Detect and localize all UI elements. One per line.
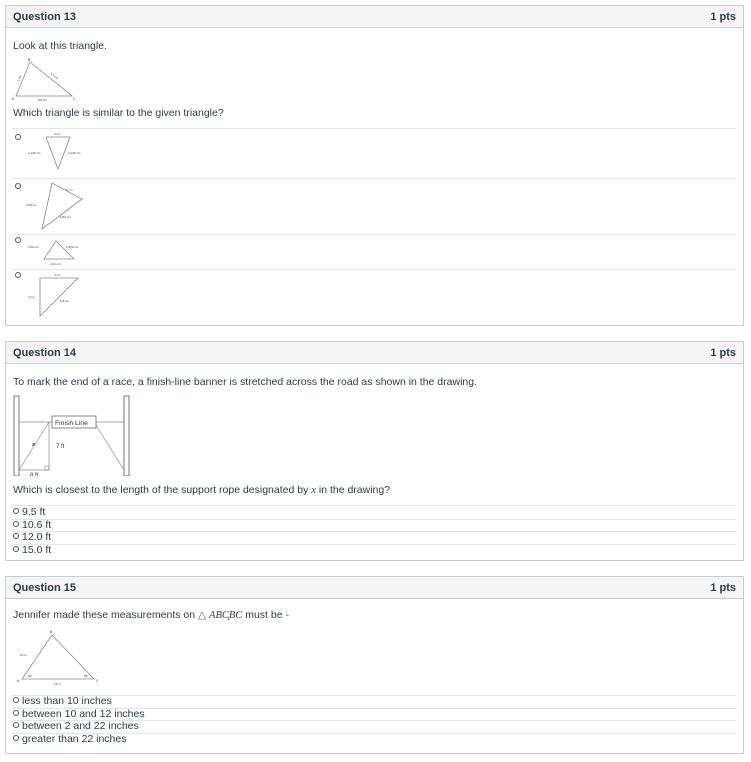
prompt-text-part: must be - [245, 609, 289, 621]
side-label-ab: 10 in [20, 653, 27, 657]
option-triangle-figure [22, 129, 102, 177]
prompt-text-part: Jennifer made these measurements on [13, 609, 196, 621]
answer-option-4[interactable] [12, 270, 732, 320]
question-14-header [6, 342, 743, 364]
question-points: 1 pts [710, 346, 736, 359]
question-13-card [5, 5, 744, 326]
option-label: 12.0 ft [22, 531, 52, 543]
vertex-label-b: B [50, 630, 53, 634]
divider [12, 544, 737, 545]
option-label: less than 10 inches [22, 695, 112, 707]
question-text [13, 484, 390, 496]
question-15-card [5, 576, 744, 754]
side-label: 4.125 cm [28, 151, 41, 155]
base-label: 8 ft [30, 473, 39, 476]
answer-option-2[interactable] [13, 708, 145, 720]
side-label: 4.125 cm [68, 151, 81, 155]
radio-button[interactable] [15, 183, 21, 189]
side-label: 6 cm [66, 188, 73, 192]
radio-button[interactable] [15, 272, 21, 278]
side-label: 4 cm [28, 295, 35, 299]
question-title: Question 13 [13, 10, 76, 23]
question-13-header [6, 6, 743, 28]
question-15-header [6, 577, 743, 599]
right-angle-mark [45, 466, 49, 470]
question-points: 1 pts [710, 581, 736, 594]
side-label: 6 cm [54, 273, 61, 277]
radio-button[interactable] [13, 546, 19, 552]
divider [12, 531, 737, 532]
given-triangle [16, 62, 72, 96]
question-text-part: Which is closest to the length of the support rope designated by [13, 484, 309, 496]
radio-button[interactable] [13, 735, 19, 741]
divider [12, 695, 737, 696]
vertex-label-a: A [12, 97, 15, 101]
left-pole [14, 396, 19, 476]
side-label-ab: 3 cm [16, 74, 23, 83]
angle-label-c: 50° [84, 674, 89, 678]
divider [12, 519, 737, 520]
side-label-ac: 12 in [54, 682, 61, 686]
side-label: 1.820 cm [66, 245, 79, 249]
answer-option-1[interactable] [13, 506, 45, 518]
question-text-part: in the drawing? [318, 484, 391, 496]
side-label-ac: 5.5 cm [38, 98, 48, 102]
radio-button[interactable] [13, 508, 19, 514]
vertex-label-c: C [96, 679, 99, 683]
side-label-bc: 3.5 cm [49, 71, 59, 81]
answer-option-1[interactable] [13, 695, 112, 707]
answer-option-2[interactable] [13, 519, 51, 531]
radio-button[interactable] [13, 533, 19, 539]
height-label: 7 ft [56, 444, 65, 450]
answer-option-1[interactable] [12, 129, 732, 177]
option-label: between 2 and 22 inches [22, 720, 139, 732]
answer-option-2[interactable] [12, 179, 732, 233]
angle-label-a: 60° [28, 674, 33, 678]
answer-option-4[interactable] [13, 733, 127, 745]
option-label: greater than 22 inches [22, 733, 127, 745]
vertex-label-c: C [73, 97, 76, 101]
option-triangle-figure [22, 235, 102, 268]
question-points: 1 pts [710, 10, 736, 23]
banner-label: Finish Line [55, 420, 88, 427]
option-label: between 10 and 12 inches [22, 708, 145, 720]
option-label: 9.5 ft [22, 506, 46, 518]
side-label: 5.5 cm [60, 299, 70, 303]
side-label: 3 cm [54, 132, 61, 136]
rope-label: x [32, 442, 36, 448]
math-expression: ABC̨BC [209, 610, 243, 621]
option-triangle-figure [22, 179, 102, 233]
option-label: 10.6 ft [22, 519, 52, 531]
right-rope [94, 422, 124, 470]
vertex-label-b: B [28, 58, 31, 62]
radio-button[interactable] [13, 521, 19, 527]
variable-x: x [311, 485, 316, 496]
radio-button[interactable] [13, 710, 19, 716]
side-label: 3.41 cm [50, 262, 61, 266]
side-label: 2.06 cm [28, 245, 39, 249]
radio-button[interactable] [15, 134, 21, 140]
right-pole [124, 396, 129, 476]
answer-option-3[interactable] [13, 720, 139, 732]
answer-option-3[interactable] [12, 235, 732, 268]
triangle-abc [22, 635, 94, 679]
given-triangle-figure [12, 56, 82, 102]
question-14-card [5, 341, 744, 561]
vertex-label-a: A [17, 679, 20, 683]
side-label: 3.60 cm [26, 203, 37, 207]
radio-button[interactable] [13, 722, 19, 728]
question-prompt: Look at this triangle. [13, 40, 107, 52]
answer-option-3[interactable] [13, 531, 51, 543]
triangle-symbol: △ [198, 609, 207, 621]
question-title: Question 15 [13, 581, 76, 594]
option-triangle-figure [22, 270, 102, 320]
radio-button[interactable] [15, 237, 21, 243]
radio-button[interactable] [13, 697, 19, 703]
option-label: 15.0 ft [22, 544, 52, 556]
question-title: Question 14 [13, 346, 76, 359]
side-label: 6.83 cm [60, 215, 71, 219]
finish-line-figure [12, 394, 138, 476]
triangle-abc-figure [14, 629, 104, 687]
question-text: Which triangle is similar to the given triangle? [13, 107, 224, 119]
question-prompt [13, 609, 289, 621]
divider [12, 505, 737, 506]
answer-option-4[interactable] [13, 544, 51, 556]
question-prompt: To mark the end of a race, a finish-line banner is stretched across the road as shown in the drawing. [13, 376, 477, 388]
